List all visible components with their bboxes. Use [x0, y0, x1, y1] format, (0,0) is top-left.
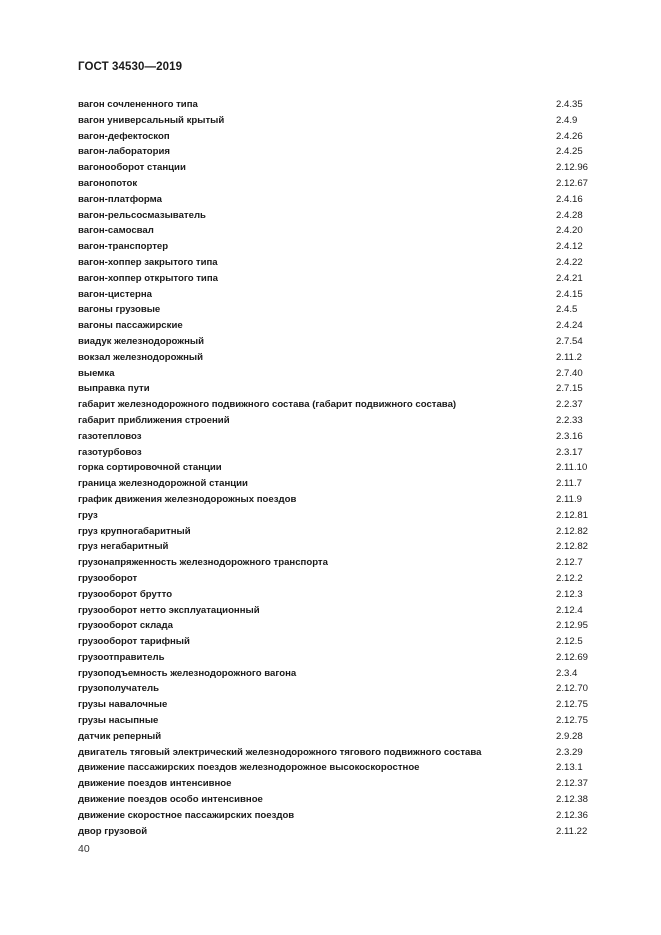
index-reference: 2.3.4	[556, 667, 578, 679]
index-list	[78, 97, 598, 839]
index-term: график движения железнодорожных поездов	[78, 493, 297, 505]
index-reference: 2.4.22	[556, 256, 583, 268]
index-reference: 2.12.3	[556, 588, 583, 600]
index-entry	[78, 192, 598, 208]
index-reference: 2.12.2	[556, 572, 583, 584]
index-term: габарит железнодорожного подвижного состава (габарит подвижного состава)	[78, 399, 457, 411]
index-entry	[78, 129, 598, 145]
index-term: горка сортировочной станции	[78, 462, 222, 474]
index-reference: 2.3.16	[556, 430, 583, 442]
index-entry	[78, 460, 598, 476]
index-term: граница железнодорожной станции	[78, 478, 248, 490]
index-term: движение скоростное пассажирских поездов	[78, 809, 295, 821]
index-entry	[78, 144, 598, 160]
index-entry	[78, 681, 598, 697]
index-reference: 2.11.22	[556, 825, 588, 837]
index-entry	[78, 160, 598, 176]
index-reference: 2.12.95	[556, 620, 589, 632]
index-reference: 2.2.33	[556, 414, 583, 426]
page-number: 40	[78, 843, 90, 855]
index-reference: 2.11.10	[556, 462, 588, 474]
index-reference: 2.4.12	[556, 241, 583, 253]
index-term: вагон-цистерна	[78, 288, 152, 300]
index-entry	[78, 571, 598, 587]
index-entry	[78, 255, 598, 271]
index-term: двигатель тяговый электрический железнодорожного тягового подвижного состава	[78, 746, 482, 758]
index-entry	[78, 555, 598, 571]
index-entry	[78, 729, 598, 745]
index-entry	[78, 697, 598, 713]
index-entry	[78, 397, 598, 413]
index-reference: 2.12.7	[556, 557, 583, 569]
index-term: газотурбовоз	[78, 446, 142, 458]
index-term: вагон сочлененного типа	[78, 99, 198, 110]
index-entry	[78, 792, 598, 808]
index-term: грузооборот тарифный	[78, 636, 190, 648]
index-term: выемка	[78, 367, 115, 379]
index-reference: 2.2.37	[556, 399, 583, 411]
index-entry	[78, 634, 598, 650]
index-reference: 2.11.9	[556, 493, 582, 505]
index-entry	[78, 587, 598, 603]
index-reference: 2.12.38	[556, 794, 589, 806]
index-term: виадук железнодорожный	[78, 335, 204, 347]
index-entry	[78, 650, 598, 666]
index-term: грузоподъемность железнодорожного вагона	[78, 667, 297, 679]
index-reference: 2.4.26	[556, 130, 583, 142]
index-entry	[78, 113, 598, 129]
index-entry	[78, 760, 598, 776]
index-entry	[78, 208, 598, 224]
index-entry	[78, 366, 598, 382]
index-term: вагонопоток	[78, 177, 138, 189]
index-reference: 2.4.21	[556, 272, 583, 284]
index-term: вагоны грузовые	[78, 304, 161, 316]
index-reference: 2.3.29	[556, 746, 583, 758]
index-entry	[78, 476, 598, 492]
index-reference: 2.4.16	[556, 193, 583, 205]
index-entry	[78, 445, 598, 461]
index-term: груз негабаритный	[78, 541, 169, 553]
index-entry	[78, 239, 598, 255]
index-reference: 2.4.15	[556, 288, 583, 300]
index-entry	[78, 176, 598, 192]
index-term: вагон-хоппер закрытого типа	[78, 256, 218, 268]
index-entry	[78, 429, 598, 445]
index-term: вагон-лаборатория	[78, 146, 171, 158]
index-entry	[78, 223, 598, 239]
index-entry	[78, 381, 598, 397]
index-reference: 2.12.75	[556, 699, 589, 711]
index-term: вагон универсальный крытый	[78, 114, 225, 126]
index-reference: 2.12.82	[556, 525, 589, 537]
index-term: вагон-дефектоскоп	[78, 130, 170, 142]
index-entry	[78, 302, 598, 318]
index-reference: 2.7.40	[556, 367, 583, 379]
index-entry	[78, 666, 598, 682]
index-reference: 2.4.24	[556, 320, 583, 332]
index-term: груз	[78, 509, 98, 521]
index-reference: 2.11.2	[556, 351, 582, 363]
index-term: грузы насыпные	[78, 715, 159, 727]
index-entry	[78, 413, 598, 429]
index-entry	[78, 618, 598, 634]
index-term: габарит приближения строений	[78, 414, 230, 426]
index-entry	[78, 334, 598, 350]
index-term: вагон-хоппер открытого типа	[78, 272, 218, 284]
index-term: грузополучатель	[78, 683, 159, 695]
index-term: вагон-рельсосмазыватель	[78, 209, 206, 221]
index-reference: 2.12.70	[556, 683, 589, 695]
index-reference: 2.3.17	[556, 446, 583, 458]
index-term: вокзал железнодорожный	[78, 351, 204, 363]
index-reference: 2.4.28	[556, 209, 583, 221]
index-entry	[78, 824, 598, 840]
index-reference: 2.13.1	[556, 762, 583, 774]
index-term: грузооборот брутто	[78, 588, 173, 600]
index-term: вагон-транспортер	[78, 241, 169, 253]
index-entry	[78, 603, 598, 619]
index-term: движение поездов интенсивное	[78, 778, 232, 790]
index-reference: 2.12.4	[556, 604, 583, 616]
index-entry	[78, 808, 598, 824]
index-term: движение поездов особо интенсивное	[78, 794, 263, 806]
index-reference: 2.12.82	[556, 541, 589, 553]
index-entry	[78, 776, 598, 792]
index-reference: 2.12.5	[556, 636, 583, 648]
index-entry	[78, 271, 598, 287]
index-reference: 2.9.28	[556, 730, 583, 742]
index-term: грузооборот склада	[78, 620, 173, 632]
index-entry	[78, 318, 598, 334]
index-entry	[78, 287, 598, 303]
index-term: грузы навалочные	[78, 699, 168, 711]
index-term: датчик реперный	[78, 730, 162, 742]
index-term: вагон-самосвал	[78, 225, 154, 237]
index-term: двор грузовой	[78, 825, 148, 837]
index-reference: 2.12.75	[556, 715, 589, 727]
index-term: вагоны пассажирские	[78, 320, 183, 332]
index-reference: 2.4.20	[556, 225, 583, 237]
index-entry	[78, 508, 598, 524]
index-entry	[78, 97, 598, 113]
index-reference: 2.4.25	[556, 146, 583, 158]
index-reference: 2.12.81	[556, 509, 589, 521]
index-reference: 2.12.36	[556, 809, 589, 821]
index-entry	[78, 492, 598, 508]
index-term: вагон-платформа	[78, 193, 162, 205]
index-term: газотепловоз	[78, 430, 142, 442]
index-term: грузооборот	[78, 572, 138, 584]
index-entry	[78, 713, 598, 729]
index-term: груз крупногабаритный	[78, 525, 191, 537]
index-reference: 2.11.7	[556, 478, 582, 490]
index-reference: 2.12.37	[556, 778, 589, 790]
index-reference: 2.12.67	[556, 177, 589, 189]
index-reference: 2.12.96	[556, 162, 589, 174]
index-entry	[78, 524, 598, 540]
index-term: грузонапряженность железнодорожного транспорта	[78, 557, 328, 569]
index-term: грузооборот нетто эксплуатационный	[78, 604, 260, 616]
index-reference: 2.4.35	[556, 99, 583, 110]
index-reference: 2.7.15	[556, 383, 583, 395]
index-reference: 2.4.9	[556, 114, 578, 126]
index-reference: 2.12.69	[556, 651, 589, 663]
index-reference: 2.4.5	[556, 304, 578, 316]
index-entry	[78, 745, 598, 761]
index-entry	[78, 539, 598, 555]
index-reference: 2.7.54	[556, 335, 583, 347]
page-header: ГОСТ 34530—2019	[78, 61, 183, 73]
index-term: движение пассажирских поездов железнодорожное высокоскоростное	[78, 762, 420, 774]
index-term: вагонооборот станции	[78, 162, 186, 174]
index-entry	[78, 350, 598, 366]
index-term: выправка пути	[78, 383, 150, 395]
index-term: грузоотправитель	[78, 651, 165, 663]
